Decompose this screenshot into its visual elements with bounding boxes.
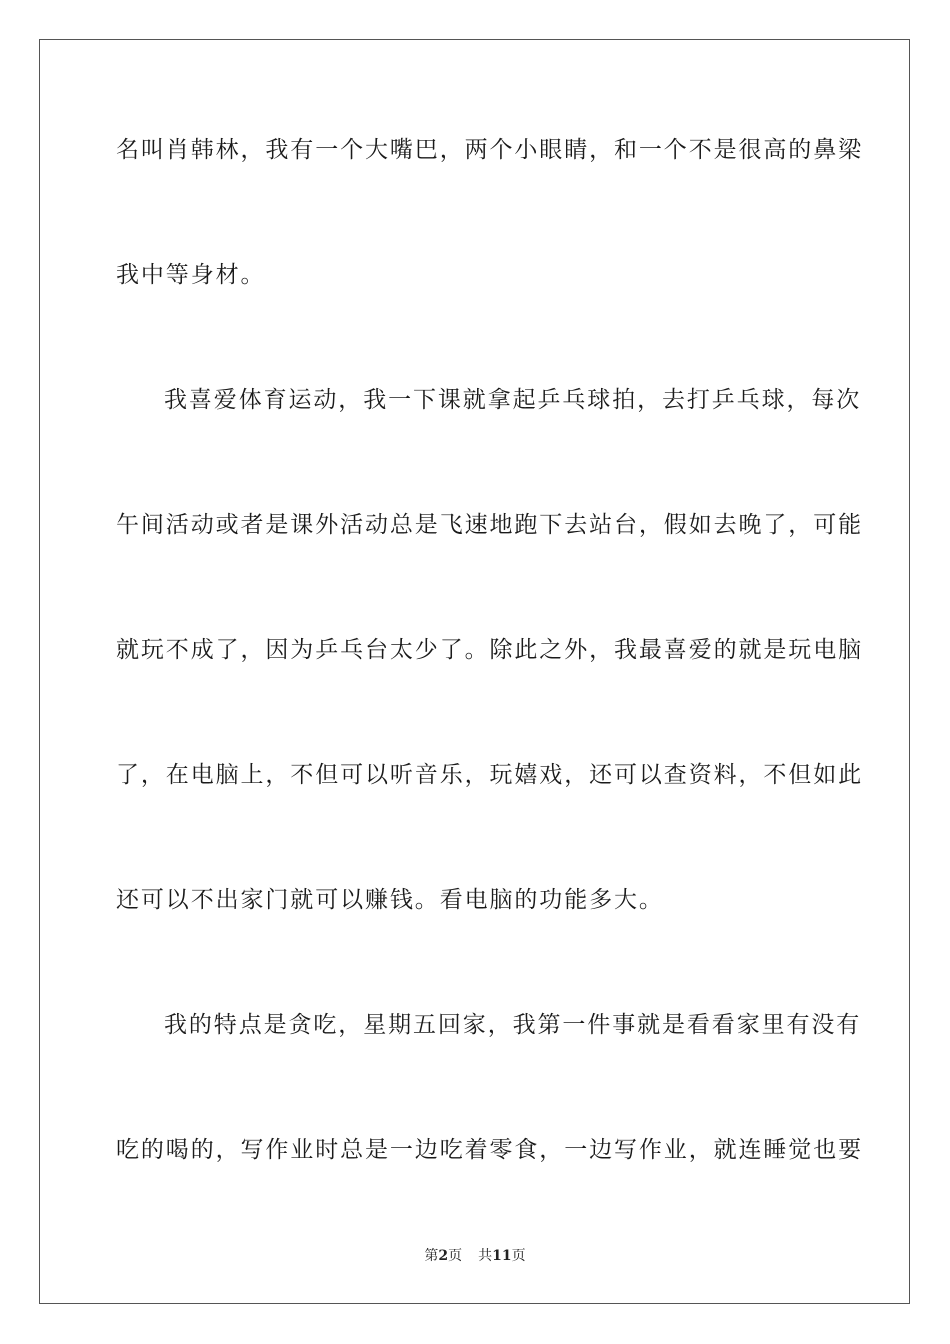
body-line-1: 名叫肖韩林，我有一个大嘴巴，两个小眼睛，和一个不是很高的鼻梁 — [116, 137, 863, 163]
body-line-7: 还可以不出家门就可以赚钱。看电脑的功能多大。 — [116, 887, 664, 913]
body-line-9: 吃的喝的，写作业时总是一边吃着零食，一边写作业，就连睡觉也要 — [116, 1137, 863, 1163]
page-footer — [0, 1246, 950, 1266]
body-line-4: 午间活动或者是课外活动总是飞速地跑下去站台，假如去晚了，可能 — [116, 512, 863, 538]
footer-total-pages: 11 — [492, 1248, 512, 1264]
page-frame — [39, 39, 910, 1304]
footer-page-prefix: 第 — [424, 1248, 439, 1264]
body-line-6: 了，在电脑上，不但可以听音乐，玩嬉戏，还可以查资料，不但如此 — [116, 762, 863, 788]
body-line-5: 就玩不成了，因为乒乓台太少了。除此之外，我最喜爱的就是玩电脑 — [116, 637, 863, 663]
body-line-3: 我喜爱体育运动，我一下课就拿起乒乓球拍，去打乒乓球，每次 — [164, 387, 862, 413]
body-line-2: 我中等身材。 — [116, 262, 266, 288]
footer-page-number: 2 — [438, 1248, 449, 1264]
footer-total-suffix: 页 — [511, 1248, 526, 1264]
footer-total-prefix: 共 — [478, 1248, 493, 1264]
body-line-8: 我的特点是贪吃，星期五回家，我第一件事就是看看家里有没有 — [164, 1012, 862, 1038]
footer-page-suffix: 页 — [448, 1248, 463, 1264]
